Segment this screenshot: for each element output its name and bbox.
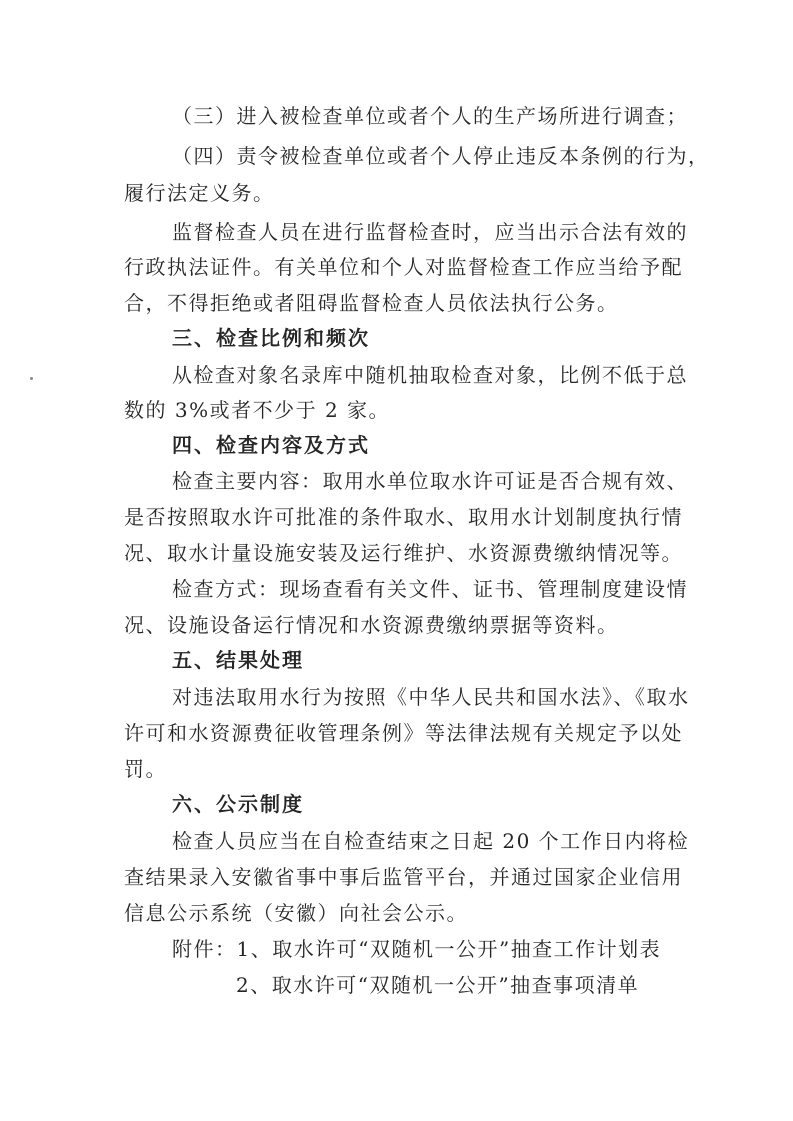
text-line: 是否按照取水许可批准的条件取水、取用水计划制度执行情 bbox=[124, 505, 683, 529]
attachment-line: 附件：1、取水许可“双随机一公开”抽查工作计划表 bbox=[172, 937, 662, 961]
text-line: 检查主要内容：取用水单位取水许可证是否合规有效、 bbox=[172, 469, 688, 493]
text-line: （四）责令被检查单位或者个人停止违反本条例的行为， bbox=[172, 144, 710, 168]
text-line: 查结果录入安徽省事中事后监管平台，并通过国家企业信用 bbox=[124, 865, 683, 889]
text-line: 行政执法证件。有关单位和个人对监督检查工作应当给予配 bbox=[124, 255, 683, 279]
text-line: 况、取水计量设施安装及运行维护、水资源费缴纳情况等。 bbox=[124, 541, 683, 565]
section-heading: 六、公示制度 bbox=[172, 792, 304, 816]
text-line: （三）进入被检查单位或者个人的生产场所进行调查； bbox=[172, 104, 688, 128]
text-line: 合，不得拒绝或者阻碍监督检查人员依法执行公务。 bbox=[124, 291, 619, 315]
section-heading: 三、检查比例和频次 bbox=[172, 326, 370, 350]
scan-speck bbox=[30, 377, 33, 380]
text-line: 检查方式：现场查看有关文件、证书、管理制度建设情 bbox=[172, 577, 688, 601]
text-line: 对违法取用水行为按照《中华人民共和国水法》、《取水 bbox=[172, 685, 690, 709]
text-line: 监督检查人员在进行监督检查时，应当出示合法有效的 bbox=[172, 220, 688, 244]
text-line: 况、设施设备运行情况和水资源费缴纳票据等资料。 bbox=[124, 613, 619, 637]
text-line: 数的 3%或者不少于 2 家。 bbox=[124, 398, 391, 422]
text-line: 许可和水资源费征收管理条例》等法律法规有关规定予以处 bbox=[124, 721, 683, 745]
text-line: 信息公示系统（安徽）向社会公示。 bbox=[124, 901, 468, 925]
text-line: 履行法定义务。 bbox=[124, 181, 275, 205]
attachment-line: 2、取水许可“双随机一公开”抽查事项清单 bbox=[236, 973, 640, 997]
section-heading: 四、检查内容及方式 bbox=[172, 433, 370, 457]
text-line: 从检查对象名录库中随机抽取检查对象，比例不低于总 bbox=[172, 363, 688, 387]
section-heading: 五、结果处理 bbox=[172, 648, 304, 672]
text-line: 检查人员应当在自检查结束之日起 20 个工作日内将检 bbox=[172, 829, 690, 853]
text-line: 罚。 bbox=[124, 757, 167, 781]
